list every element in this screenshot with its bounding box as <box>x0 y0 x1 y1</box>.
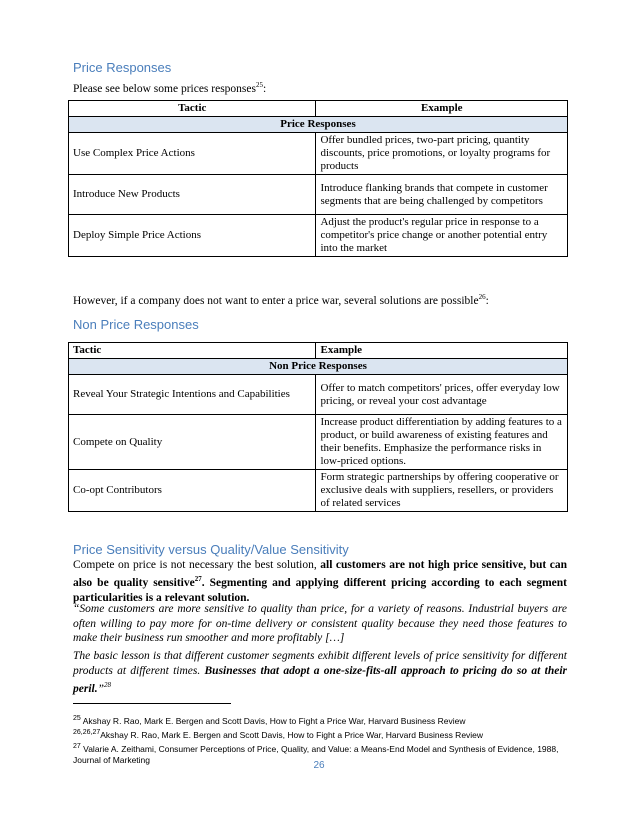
footnote-ref: 26 <box>478 293 486 301</box>
price-sensitivity-paragraph <box>73 558 567 605</box>
footnote-ref: 25 <box>256 81 263 89</box>
footnote-item <box>73 727 567 741</box>
example-cell: Offer to match competitors' prices, offer everyday low pricing, or reveal your cost advantage <box>316 375 568 415</box>
tactic-cell: Introduce New Products <box>69 175 316 215</box>
intro-text <box>73 78 266 96</box>
footnote-divider <box>73 703 231 704</box>
column-header-example: Example <box>316 343 568 359</box>
column-header-example: Example <box>316 101 568 117</box>
quote-paragraph-2 <box>73 649 567 696</box>
example-cell: Form strategic partnerships by offering cooperative or exclusive deals with suppliers, resellers, or providers of related services <box>316 470 568 512</box>
paragraph-bold-text: . Segmenting and applying different pricing according to each segment particularities is a relevant solution. <box>73 577 567 604</box>
transition-text <box>73 290 489 308</box>
quote-bold-text: Businesses that adopt a one-size-fits-all approach to pricing do so at their peril. <box>73 664 567 695</box>
table-row <box>69 470 568 512</box>
intro-end: : <box>263 82 267 95</box>
page-number: 26 <box>313 760 325 771</box>
footnote-ref: 28 <box>104 681 112 689</box>
footnote-number: 27 <box>73 742 81 750</box>
table-header-row <box>69 101 568 117</box>
table-band: Non Price Responses <box>69 359 568 375</box>
footnote-ref: 27 <box>194 575 202 584</box>
footnote-text: Valarie A. Zeithami, Consumer Perceptions of Price, Quality, and Value: a Means-End Model and Synthesis of Evidence, 1988, Journal of Marketing <box>73 743 559 766</box>
table-row <box>69 175 568 215</box>
footnote-number: 25 <box>73 715 81 722</box>
section-heading-non-price-responses: Non Price Responses <box>73 317 199 332</box>
table-row <box>69 415 568 470</box>
footnote-number: 26,26,27 <box>73 728 101 736</box>
example-cell: Offer bundled prices, two-part pricing, quantity discounts, price promotions, or loyalty programs for products <box>316 133 568 175</box>
footnotes <box>73 713 567 766</box>
footnote-text: Akshay R. Rao, Mark E. Bergen and Scott Davis, How to Fight a Price War, Harvard Business Review <box>80 715 466 726</box>
example-cell: Introduce flanking brands that compete in customer segments that are being challenged by competitors <box>316 175 568 215</box>
footnote-text: Akshay R. Rao, Mark E. Bergen and Scott Davis, How to Fight a Price War, Harvard Business Review <box>100 729 484 740</box>
tactic-cell: Deploy Simple Price Actions <box>69 215 316 257</box>
transition-end: : <box>485 294 489 307</box>
example-cell: Adjust the product's regular price in response to a competitor's price change or another potential entry into the market <box>316 215 568 257</box>
non-price-responses-table <box>68 342 568 512</box>
paragraph-text: Compete on price is not necessary the best solution, <box>73 559 321 571</box>
table-row <box>69 375 568 415</box>
section-heading-price-responses: Price Responses <box>73 60 172 75</box>
tactic-cell: Co-opt Contributors <box>69 470 316 512</box>
footnote-item <box>73 713 567 727</box>
column-header-tactic: Tactic <box>69 343 316 359</box>
table-row <box>69 215 568 257</box>
transition-sentence: However, if a company does not want to enter a price war, several solutions are possible <box>73 294 479 307</box>
tactic-cell: Compete on Quality <box>69 415 316 470</box>
tactic-cell: Use Complex Price Actions <box>69 133 316 175</box>
example-cell: Increase product differentiation by adding features to a product, or build awareness of existing features and their benefits. Emphasize the performance risks in low-priced options. <box>316 415 568 470</box>
table-row <box>69 133 568 175</box>
quote-paragraph-1: “Some customers are more sensitive to quality than price, for a variety of reasons. Industrial buyers are often willing to pay more for on-time delivery or consistent quality because they need those features to make their business run smoother and more profitably […] <box>73 603 567 644</box>
column-header-tactic: Tactic <box>69 101 316 117</box>
quote-end: ” <box>97 682 105 695</box>
quote-text: The basic lesson is that different customer segments exhibit different levels of price sensitivity for different products at different times. <box>73 650 567 677</box>
section-heading-price-sensitivity: Price Sensitivity versus Quality/Value Sensitivity <box>73 542 349 557</box>
intro-sentence: Please see below some prices responses <box>73 82 256 95</box>
table-header-row <box>69 343 568 359</box>
tactic-cell: Reveal Your Strategic Intentions and Capabilities <box>69 375 316 415</box>
table-band: Price Responses <box>69 117 568 133</box>
price-responses-table <box>68 100 568 257</box>
paragraph-bold-text: all customers are not high price sensitive, but can also be quality sensitive <box>73 559 567 590</box>
